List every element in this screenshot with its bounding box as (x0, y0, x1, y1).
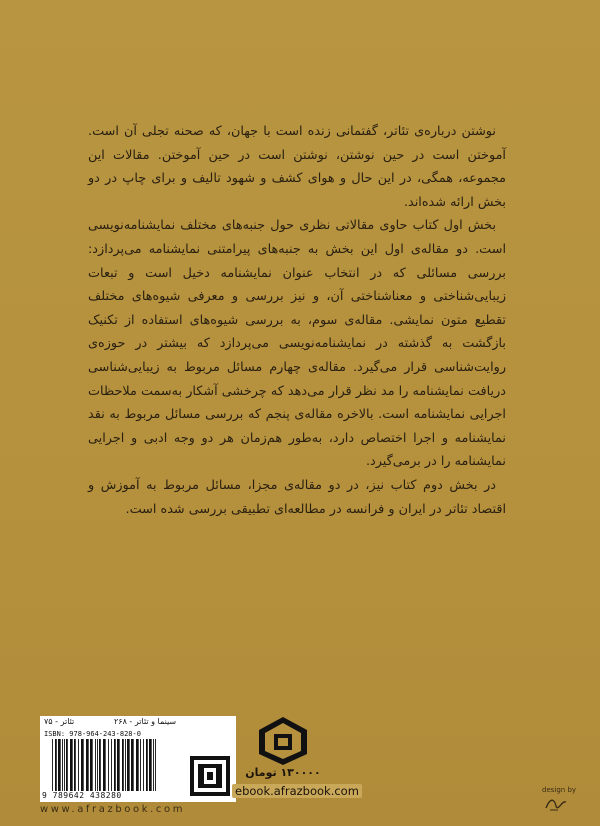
series-row (40, 716, 236, 728)
barcode-stripe (131, 739, 134, 791)
barcode-stripe (58, 739, 61, 791)
barcode-stripe (155, 739, 156, 791)
barcode-stripe (103, 739, 106, 791)
blurb-paragraph-3: در بخش دوم کتاب نیز، در دو مقاله‌ی مجزا، مسائل مربوط به آموزش و اقتصاد تئاتر در ایران و فرانسه در مطالعه‌ای تطبیقی بررسی شده است. (88, 477, 506, 517)
afraz-logo-icon (256, 716, 310, 766)
barcode-stripe (52, 739, 53, 791)
barcode-stripe (70, 739, 73, 791)
barcode-number: 9 789642 438280 (42, 791, 122, 800)
publisher-logo-icon (188, 754, 232, 798)
blurb-paragraph-2: بخش اول کتاب حاوی مقالاتی نظری حول جنبه‌های مختلف نمایشنامه‌نویسی است. دو مقاله‌ی اول این بخش به جنبه‌های پیرامتنی نمایشنامه می‌پردازد: بررسی مسائلی که در انتخاب عنوان نمایشنامه دخیل است و تبعات زیبایی‌شناختی و معناشناختی آن، و نیز بررسی و معرفی شیوه‌های مختلف تقطیع متون نمایشی. مقاله‌ی سوم، به بررسی شیوه‌های استفاده از تکنیک بازگشت به گذشته در نمایشنامه‌نویسی می‌پردازد که بیشتر در حوزه‌ی روایت‌شناسی قرار می‌گیرد. مقاله‌ی چهارم مسائل مربوط به زیبایی‌شناسی دریافت نمایشنامه را مد نظر قرار می‌دهد که چرخشی آشکار به‌سمت ملاحظات اجرایی نمایشنامه است. بالاخره مقاله‌ی پنجم که بررسی مسائل مربوط به نقد نمایشنامه و اجرا اختصاص دارد، به‌طور هم‌زمان هر دو وجه ادبی و اجرایی نمایشنامه را در برمی‌گیرد. (88, 218, 506, 470)
price: ۱۳۰۰۰۰ تومان (245, 766, 321, 779)
barcode-stripe (146, 739, 148, 791)
barcode-stripe (114, 739, 116, 791)
blurb-paragraph-1: نوشتن درباره‌ی تئاتر، گفتمانی زنده است با جهان، که صحنه تجلی آن است. آموختن است در حین نوشتن، نوشتن است در حین آموختن. مقالات این مجموعه، همگی، در این حال و هوای کشف و شهود تالیف و برای چاپ در دو بخش ارائه شده‌اند. (88, 124, 506, 210)
designer-signature-icon (544, 794, 568, 814)
isbn: ISBN: 978-964-243-828-0 (44, 730, 141, 738)
barcode-stripe (111, 739, 112, 791)
barcode-stripe (66, 739, 68, 791)
barcode-stripe (74, 739, 76, 791)
design-credit: design by (542, 786, 577, 794)
barcode-stripe (140, 739, 141, 791)
barcode-stripe (143, 739, 144, 791)
barcode-stripe (55, 739, 57, 791)
barcode-stripe (149, 739, 152, 791)
barcode-stripe (108, 739, 109, 791)
barcode-stripe (153, 739, 154, 791)
barcode-stripe (81, 739, 84, 791)
barcode-stripe (86, 739, 89, 791)
barcode-bars (50, 739, 160, 793)
blurb-text (88, 120, 506, 521)
barcode-stripe (136, 739, 139, 791)
barcode-stripe (95, 739, 96, 791)
barcode-stripe (127, 739, 130, 791)
barcode-stripe (62, 739, 63, 791)
barcode-stripe (97, 739, 98, 791)
barcode-stripe (78, 739, 79, 791)
barcode-stripe (64, 739, 65, 791)
website-url: www.afrazbook.com (40, 804, 186, 815)
barcode-panel (40, 716, 236, 802)
series-cinema: سینما و تئاتر - ۲۶۸ (114, 717, 177, 726)
barcode-stripe (99, 739, 101, 791)
barcode-stripe (117, 739, 120, 791)
barcode-stripe (122, 739, 124, 791)
barcode-stripe (125, 739, 126, 791)
barcode-stripe (90, 739, 93, 791)
series-theater: تئاتر - ۷۵ (44, 717, 75, 726)
ebook-url: ebook.afrazbook.com (232, 784, 362, 798)
